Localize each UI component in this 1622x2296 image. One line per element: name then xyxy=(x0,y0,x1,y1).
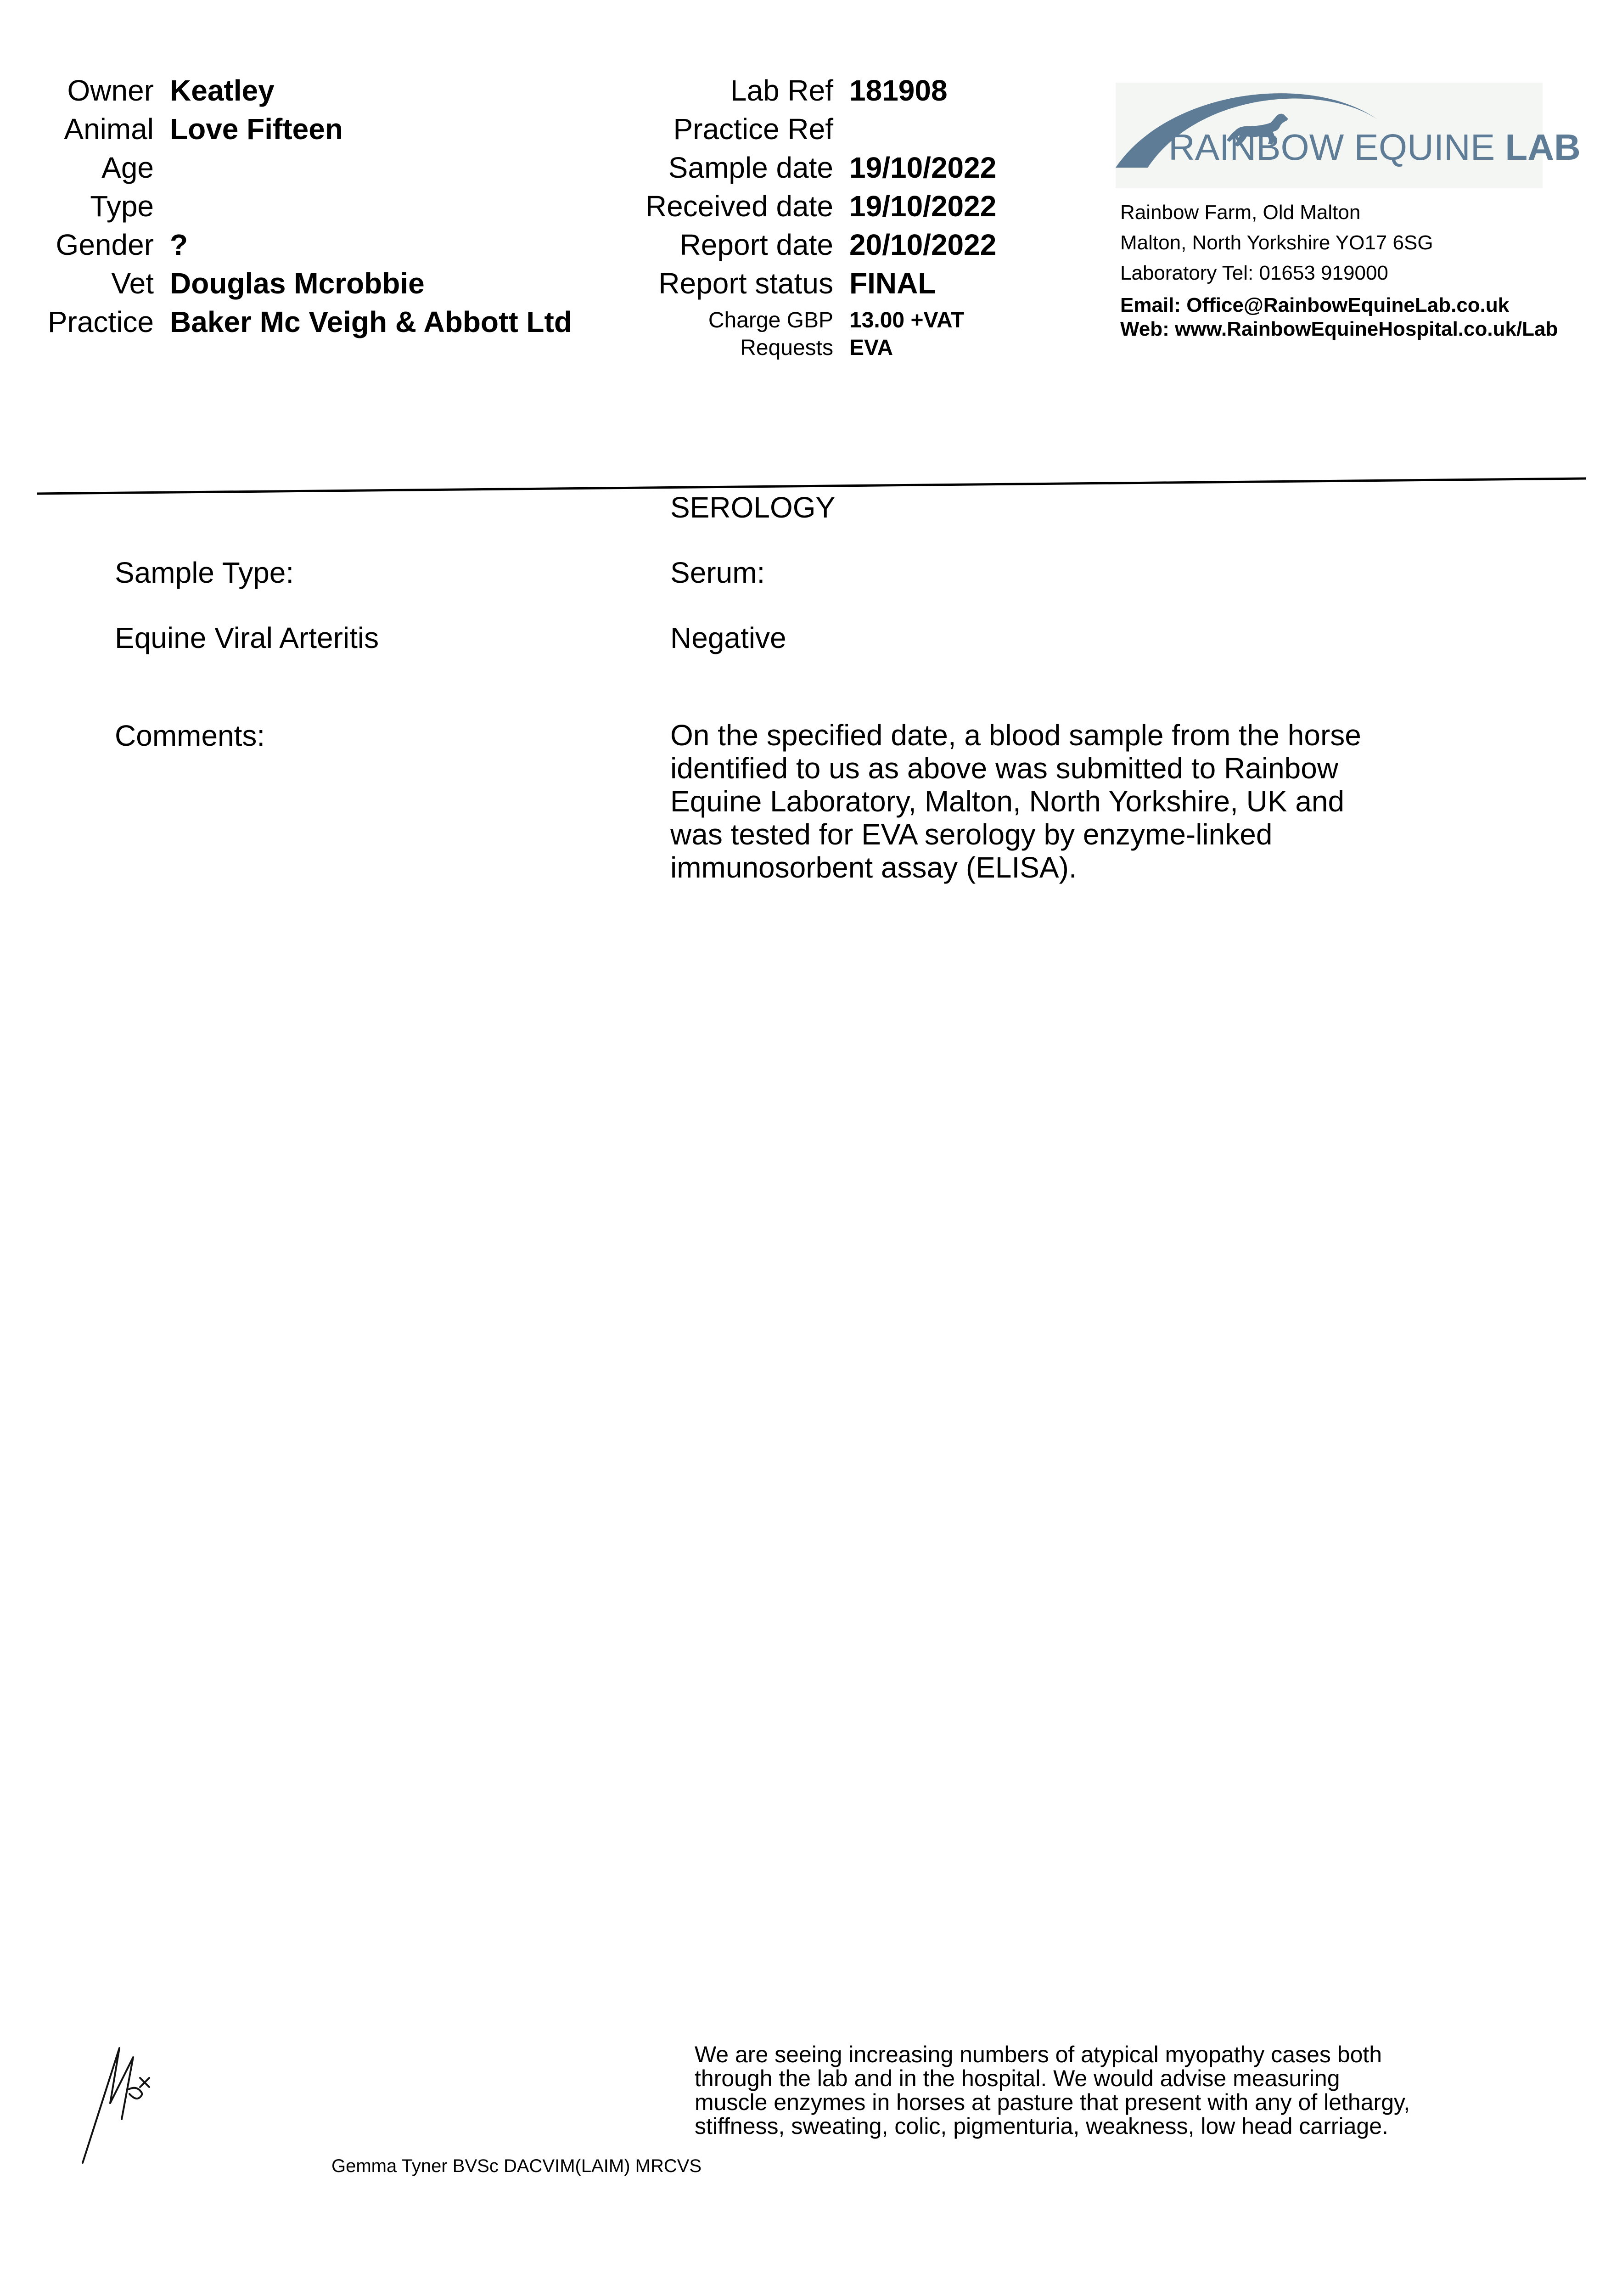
comment-line: Equine Laboratory, Malton, North Yorkshire, UK and xyxy=(670,785,1345,818)
note-line: stiffness, sweating, colic, pigmenturia, weakness, low head carriage. xyxy=(695,2113,1388,2139)
comment-line: immunosorbent assay (ELISA). xyxy=(670,851,1077,884)
lab-logo-text-bold: LAB xyxy=(1505,127,1581,168)
sample-date-row xyxy=(597,151,1102,189)
gender-label: Gender xyxy=(56,228,154,261)
lab-address-line2: Malton, North Yorkshire YO17 6SG xyxy=(1120,231,1433,254)
signatory-name: Gemma Tyner BVSc DACVIM(LAIM) MRCVS xyxy=(331,2156,702,2176)
received-date-row xyxy=(597,189,1102,228)
comment-line: identified to us as above was submitted to Rainbow xyxy=(670,752,1339,785)
lab-logo-text xyxy=(1168,126,1581,169)
report-date-label: Report date xyxy=(679,228,833,261)
type-label: Type xyxy=(90,190,154,223)
practice-ref-label: Practice Ref xyxy=(673,113,833,146)
received-date-label: Received date xyxy=(645,190,833,223)
practice-value: Baker Mc Veigh & Abbott Ltd xyxy=(170,305,572,338)
animal-row xyxy=(18,112,661,151)
comments-text xyxy=(670,719,1451,884)
sample-type-value: Serum: xyxy=(670,556,765,589)
animal-label: Animal xyxy=(64,113,154,146)
lab-web: Web: www.RainbowEquineHospital.co.uk/Lab xyxy=(1120,318,1558,340)
vet-row xyxy=(18,266,661,305)
vet-label: Vet xyxy=(111,267,154,300)
practice-row xyxy=(18,305,661,343)
owner-row xyxy=(18,73,661,112)
sample-type-label: Sample Type: xyxy=(115,556,294,589)
gender-row xyxy=(18,228,661,266)
lab-address-line1: Rainbow Farm, Old Malton xyxy=(1120,201,1361,224)
test-label: Equine Viral Arteritis xyxy=(115,621,379,654)
age-row xyxy=(18,151,661,189)
section-title: SEROLOGY xyxy=(670,491,836,524)
lab-tel: Laboratory Tel: 01653 919000 xyxy=(1120,262,1388,284)
animal-value: Love Fifteen xyxy=(170,113,343,146)
lab-email: Email: Office@RainbowEquineLab.co.uk xyxy=(1120,294,1510,316)
lab-ref-row xyxy=(597,73,1102,112)
footer-note xyxy=(695,2043,1521,2138)
practice-label: Practice xyxy=(47,305,154,338)
vet-value: Douglas Mcrobbie xyxy=(170,267,425,300)
comment-line: On the specified date, a blood sample from the horse xyxy=(670,719,1361,752)
report-status-row xyxy=(597,266,1102,305)
report-status-value: FINAL xyxy=(849,267,936,300)
sample-date-label: Sample date xyxy=(668,151,833,184)
requests-row xyxy=(597,335,1102,374)
requests-value: EVA xyxy=(849,336,893,360)
charge-label: Charge GBP xyxy=(708,308,833,332)
type-row xyxy=(18,189,661,228)
comments-label: Comments: xyxy=(115,719,265,752)
practice-ref-row xyxy=(597,112,1102,151)
comment-line: was tested for EVA serology by enzyme-linked xyxy=(670,818,1273,851)
gender-value: ? xyxy=(170,228,188,261)
note-line: through the lab and in the hospital. We would advise measuring xyxy=(695,2065,1340,2091)
sample-date-value: 19/10/2022 xyxy=(849,151,997,184)
owner-label: Owner xyxy=(67,74,154,107)
note-line: We are seeing increasing numbers of atypical myopathy cases both xyxy=(695,2042,1382,2067)
requests-label: Requests xyxy=(740,336,833,360)
lab-logo-text-light: RAINBOW EQUINE xyxy=(1168,127,1505,168)
lab-ref-value: 181908 xyxy=(849,74,948,107)
report-date-value: 20/10/2022 xyxy=(849,228,997,261)
lab-ref-label: Lab Ref xyxy=(730,74,833,107)
age-label: Age xyxy=(101,151,154,184)
test-result: Negative xyxy=(670,621,786,654)
report-date-row xyxy=(597,228,1102,266)
note-line: muscle enzymes in horses at pasture that present with any of lethargy, xyxy=(695,2089,1410,2115)
lab-logo xyxy=(1116,83,1581,188)
charge-value: 13.00 +VAT xyxy=(849,308,965,332)
owner-value: Keatley xyxy=(170,74,275,107)
received-date-value: 19/10/2022 xyxy=(849,190,997,223)
report-status-label: Report status xyxy=(658,267,833,300)
signature-icon xyxy=(78,2039,179,2167)
